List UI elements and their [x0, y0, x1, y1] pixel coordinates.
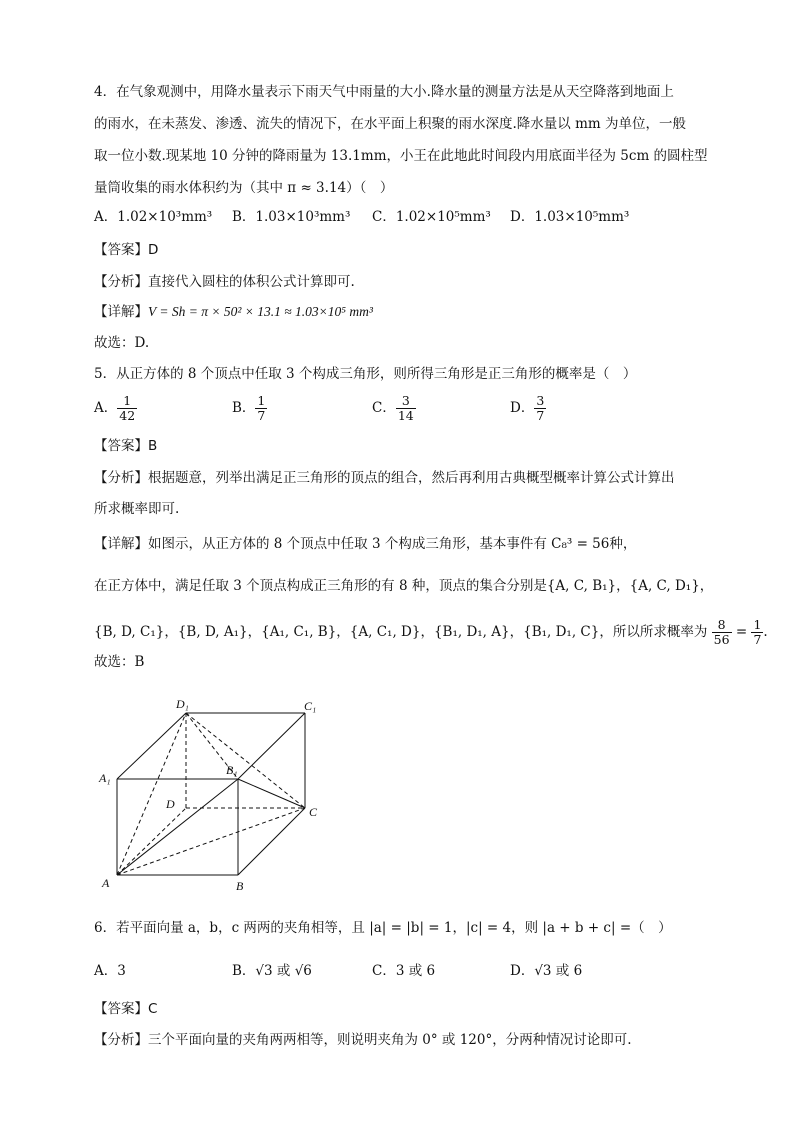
diag-a-b1: [117, 779, 238, 875]
q4-stem-line-3: 取一位小数.现某地 10 分钟的降雨量为 13.1mm，小王在此地此时间段内用底面半径为 5cm 的圆柱型: [94, 148, 708, 164]
q5-option-c-label: C．: [372, 400, 396, 416]
label-c: C: [309, 805, 318, 819]
q5-option-d-fraction: [534, 394, 546, 423]
q6-option-b: B．√3 或 √6: [232, 963, 312, 979]
q5-detail-line-3: [94, 618, 768, 647]
diag-d1-c: [186, 713, 305, 808]
diag-a-d1: [117, 713, 186, 875]
q5-result-fraction-2: [751, 618, 763, 647]
fraction-denominator: 7: [257, 408, 266, 423]
q5-option-d-label: D．: [510, 400, 535, 416]
q6-stem: 6．若平面向量 a，b，c 两两的夹角相等，且 |a| = |b| = 1，|c| = 4，则 |a + b + c| =（ ）: [94, 920, 672, 936]
q5-analysis-line-1: 【分析】根据题意，列举出满足正三角形的顶点的组合，然后再利用古典概型概率计算公式计算出: [94, 470, 675, 486]
q6-option-a: A．3: [94, 963, 126, 979]
q6-analysis: 【分析】三个平面向量的夹角两两相等，则说明夹角为 0° 或 120°，分两种情况讨论即可.: [94, 1032, 632, 1048]
fraction-numerator: 1: [753, 617, 762, 632]
q4-detail: [94, 302, 373, 322]
diag-a-c: [117, 808, 305, 875]
q4-choose: 故选：D.: [94, 335, 150, 351]
q4-stem-line-4: 量筒收集的雨水体积约为（其中 π ≈ 3.14）（ ）: [94, 180, 394, 196]
q5-option-c-fraction: [396, 394, 416, 423]
q4-detail-label: 【详解】: [94, 304, 148, 320]
fraction-numerator: 8: [712, 618, 732, 633]
q5-result-fraction-1: [712, 618, 732, 647]
q4-option-c: C．1.02×10⁵mm³: [372, 209, 491, 225]
q6-option-c: C．3 或 6: [372, 963, 436, 979]
q5-equals-sign: =: [735, 624, 748, 640]
edge-b-c: [238, 808, 305, 875]
label-d: D: [166, 797, 175, 811]
q5-stem: 5．从正方体的 8 个顶点中任取 3 个构成三角形，则所得三角形是正三角形的概率是（ ）: [94, 366, 637, 382]
q4-stem-line-2: 的雨水，在未蒸发、渗透、流失的情况下，在水平面上积聚的雨水深度.降水量以 mm 为单位，一般: [94, 116, 686, 132]
q4-analysis: 【分析】直接代入圆柱的体积公式计算即可.: [94, 274, 355, 290]
fraction-numerator: 3: [536, 393, 545, 408]
fraction-denominator: 42: [119, 408, 136, 423]
q5-option-b-label: B．: [232, 400, 256, 416]
q4-option-d: D．1.03×10⁵mm³: [510, 209, 630, 225]
q4-option-b: B．1.03×10³mm³: [232, 209, 351, 225]
fraction-denominator: 56: [713, 632, 730, 647]
fraction-denominator: 7: [753, 632, 762, 647]
q5-analysis-line-2: 所求概率即可.: [94, 501, 180, 517]
q5-period: .: [763, 624, 768, 640]
label-b1: B₁: [226, 763, 238, 777]
q5-answer: 【答案】B: [94, 438, 158, 454]
cube-figure: [90, 690, 330, 900]
q5-choose: 故选：B: [94, 654, 145, 670]
q5-option-c: [372, 394, 416, 423]
hidden-edge-a-d: [117, 808, 186, 875]
q4-stem-line-1: 4．在气象观测中，用降水量表示下雨天气中雨量的大小.降水量的测量方法是从天空降落到地面上: [94, 84, 674, 100]
q4-answer: 【答案】D: [94, 242, 159, 258]
fraction-numerator: 3: [396, 394, 416, 409]
q5-option-b-fraction: [255, 394, 267, 423]
q5-detail-line-2: 在正方体中，满足任取 3 个顶点构成正三角形的有 8 种，顶点的集合分别是{A, C, B₁}，{A, C, D₁}，: [94, 578, 714, 594]
q5-option-a-fraction: [117, 394, 137, 423]
q4-option-a: A．1.02×10³mm³: [94, 209, 213, 225]
label-b: B: [236, 879, 244, 893]
label-d1: D₁: [176, 697, 189, 711]
fraction-numerator: 1: [117, 394, 137, 409]
q5-option-b: [232, 394, 267, 423]
edge-a1-d1: [117, 713, 186, 779]
label-c1: C₁: [304, 699, 317, 713]
edge-b1-c1: [238, 713, 305, 779]
diag-b1-c: [238, 779, 305, 808]
q5-detail-sets: {B, D, C₁}，{B, D, A₁}，{A₁, C₁, B}，{A, C₁, D}，{B₁, D₁, A}，{B₁, D₁, C}，所以所求概率为: [94, 624, 708, 640]
fraction-numerator: 1: [257, 393, 266, 408]
q6-option-d: D．√3 或 6: [510, 963, 583, 979]
label-a1: A₁: [99, 771, 111, 785]
q5-option-a: [94, 394, 137, 423]
q4-detail-formula: V = Sh = π × 50² × 13.1 ≈ 1.03×10⁵ mm³: [148, 304, 373, 319]
fraction-denominator: 14: [397, 408, 414, 423]
fraction-denominator: 7: [536, 408, 545, 423]
q6-answer: 【答案】C: [94, 1001, 158, 1017]
q5-detail-line-1: 【详解】如图示，从正方体的 8 个顶点中任取 3 个构成三角形，基本事件有 C₈³ = 56种，: [94, 536, 637, 552]
q5-option-a-label: A．: [94, 400, 118, 416]
label-a: A: [102, 876, 110, 890]
q5-option-d: [510, 394, 546, 423]
